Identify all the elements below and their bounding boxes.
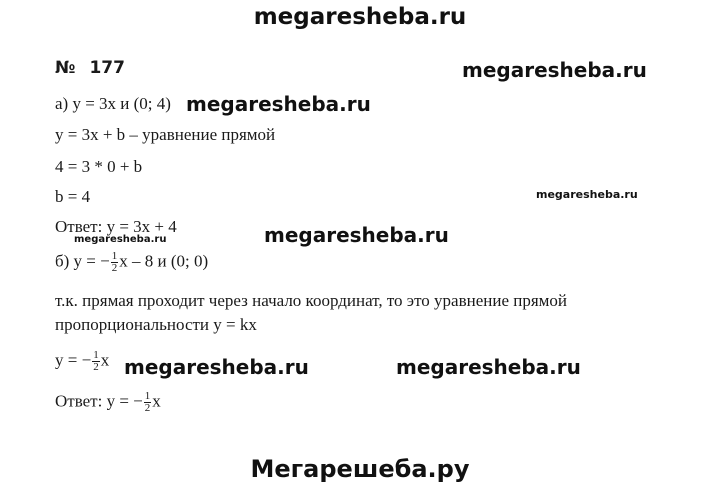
watermark: megaresheba.ru	[74, 234, 167, 245]
watermark: megaresheba.ru	[264, 223, 449, 247]
watermark: megaresheba.ru	[186, 92, 371, 116]
watermark: megaresheba.ru	[536, 188, 638, 201]
part-b-equation-end: x	[100, 350, 110, 370]
fraction-denominator: 2	[111, 262, 118, 274]
fraction	[111, 251, 119, 274]
part-b-explanation-line1: т.к. прямая проходит через начало координат, то это уравнение прямой	[55, 291, 568, 310]
part-b-header-end: x – 8 и (0; 0)	[119, 251, 209, 271]
watermark: megaresheba.ru	[124, 355, 309, 379]
part-a-answer: Ответ: y = 3x + 4	[55, 217, 177, 236]
part-b-header-start: б) y = −	[55, 251, 110, 271]
part-b-equation-start: y = −	[55, 350, 92, 370]
part-a-equation: y = 3x + b – уравнение прямой	[55, 125, 276, 144]
problem-number: 177	[89, 58, 125, 78]
part-b-answer-start: Ответ: y = −	[55, 391, 143, 411]
fraction-denominator: 2	[93, 361, 99, 373]
part-a-header: а) y = 3x и (0; 4)	[55, 94, 171, 113]
fraction-denominator: 2	[144, 402, 151, 414]
part-a-substitution: 4 = 3 * 0 + b	[55, 157, 143, 176]
fraction-numerator: 1	[144, 390, 151, 402]
problem-title	[55, 58, 125, 78]
fraction	[92, 350, 100, 373]
part-b-header	[55, 251, 208, 274]
part-a-result: b = 4	[55, 187, 91, 206]
watermark-bottom: Мегарешеба.ру	[250, 455, 470, 483]
part-b-equation	[55, 350, 109, 373]
watermark-top: megaresheba.ru	[253, 4, 467, 30]
part-b-explanation-line2: пропорциональности y = kx	[55, 315, 257, 334]
part-b-answer	[55, 391, 161, 414]
fraction	[144, 391, 152, 414]
problem-number-sign: №	[55, 58, 76, 78]
fraction-numerator: 1	[111, 250, 118, 262]
fraction-numerator: 1	[93, 349, 99, 361]
watermark: megaresheba.ru	[396, 355, 581, 379]
watermark: megaresheba.ru	[462, 58, 647, 82]
part-b-answer-end: x	[152, 391, 161, 411]
